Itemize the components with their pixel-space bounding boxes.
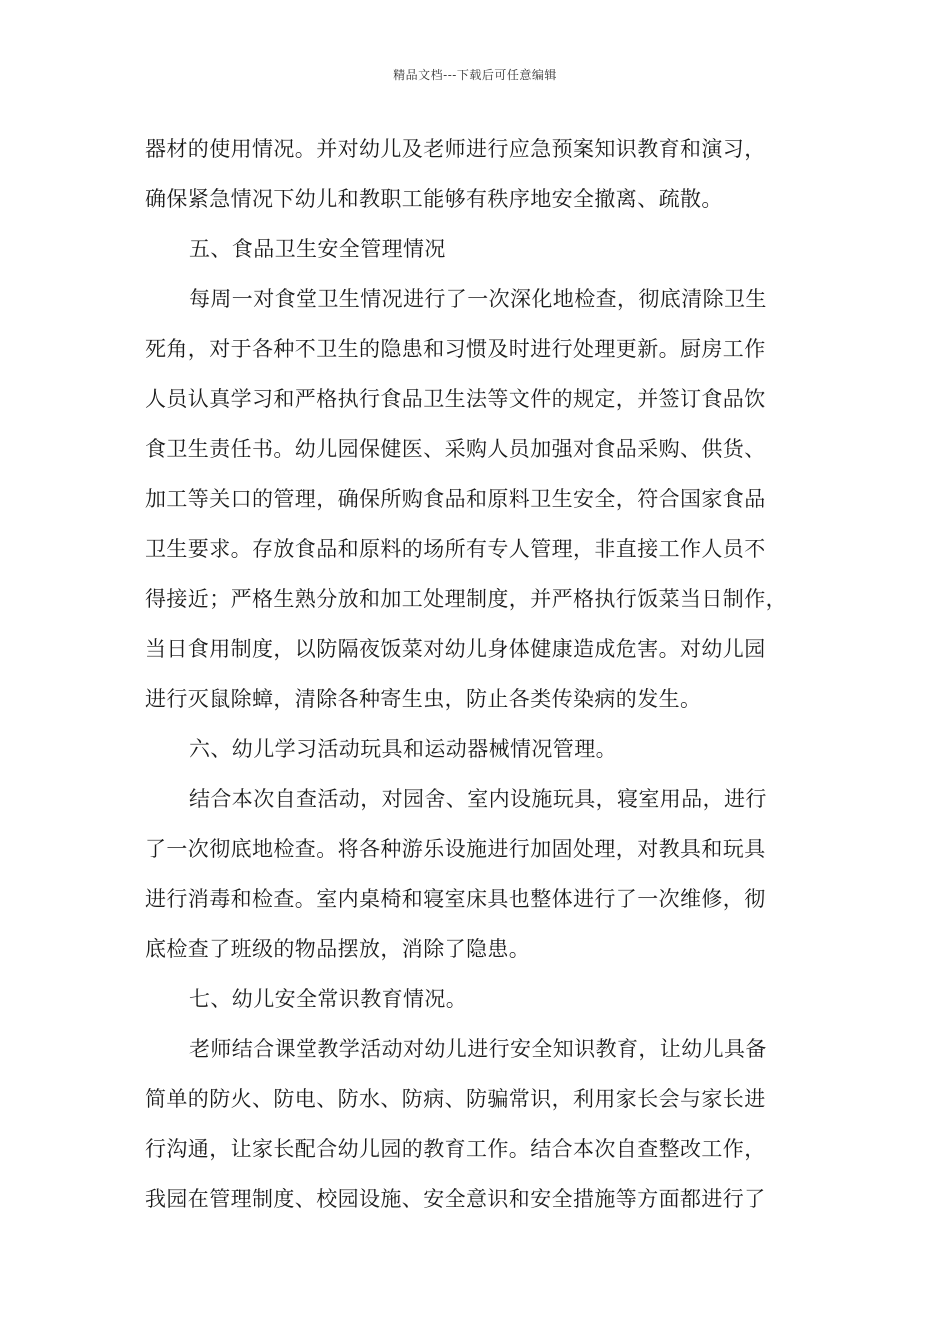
text-line: 食卫生责任书。幼儿园保健医、采购人员加强对食品采购、供货、 (145, 437, 766, 461)
text-line: 底检查了班级的物品摆放，消除了隐患。 (145, 937, 531, 961)
text-line: 人员认真学习和严格执行食品卫生法等文件的规定，并签订食品饮 (145, 387, 766, 411)
paragraph-start: 结合本次自查活动，对园舍、室内设施玩具，寝室用品，进行 (189, 787, 767, 811)
text-line: 简单的防火、防电、防水、防病、防骗常识，利用家长会与家长进 (145, 1087, 766, 1111)
paragraph-start: 每周一对食堂卫生情况进行了一次深化地检查，彻底清除卫生 (189, 287, 767, 311)
text-line: 进行灭鼠除蟑，清除各种寄生虫，防止各类传染病的发生。 (145, 687, 702, 711)
text-line: 得接近；严格生熟分放和加工处理制度，并严格执行饭菜当日制作， (145, 587, 787, 611)
text-line: 当日食用制度，以防隔夜饭菜对幼儿身体健康造成危害。对幼儿园 (145, 637, 766, 661)
paragraph-start: 老师结合课堂教学活动对幼儿进行安全知识教育，让幼儿具备 (189, 1037, 767, 1061)
section-heading-6: 六、幼儿学习活动玩具和运动器械情况管理。 (189, 737, 617, 761)
text-line: 器材的使用情况。并对幼儿及老师进行应急预案知识教育和演习， (145, 137, 766, 161)
page-header: 精品文档---下载后可任意编辑 (393, 68, 557, 82)
text-line: 行沟通，让家长配合幼儿园的教育工作。结合本次自查整改工作， (145, 1137, 766, 1161)
text-line: 我园在管理制度、校园设施、安全意识和安全措施等方面都进行了 (145, 1187, 766, 1211)
text-line: 确保紧急情况下幼儿和教职工能够有秩序地安全撤离、疏散。 (145, 187, 723, 211)
text-line: 死角，对于各种不卫生的隐患和习惯及时进行处理更新。厨房工作 (145, 337, 766, 361)
text-line: 进行消毒和检查。室内桌椅和寝室床具也整体进行了一次维修，彻 (145, 887, 766, 911)
section-heading-7: 七、幼儿安全常识教育情况。 (189, 987, 468, 1011)
text-line: 加工等关口的管理，确保所购食品和原料卫生安全，符合国家食品 (145, 487, 766, 511)
text-line: 了一次彻底地检查。将各种游乐设施进行加固处理，对教具和玩具 (145, 837, 766, 861)
text-line: 卫生要求。存放食品和原料的场所有专人管理，非直接工作人员不 (145, 537, 766, 561)
document-body (145, 124, 820, 1224)
section-heading-5: 五、食品卫生安全管理情况 (189, 237, 446, 261)
